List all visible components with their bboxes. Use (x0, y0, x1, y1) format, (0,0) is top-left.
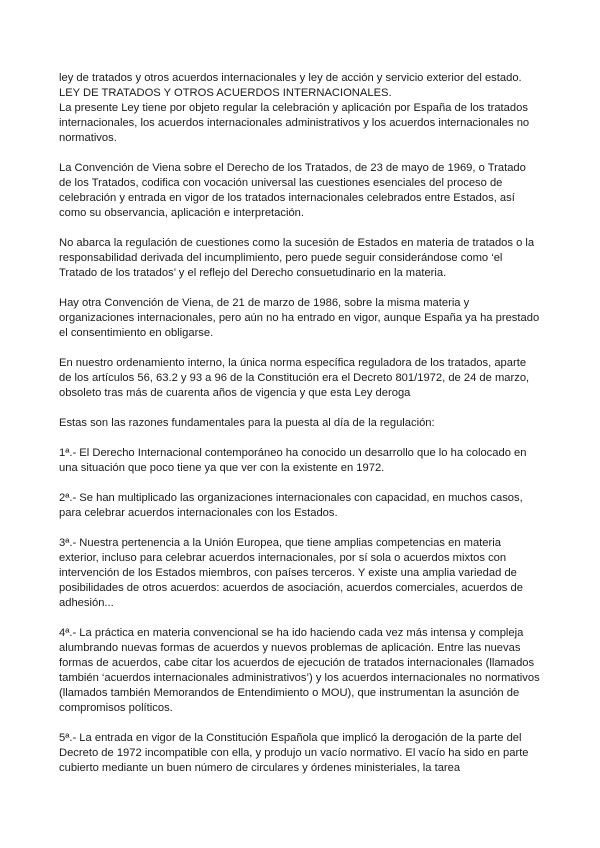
document-title: LEY DE TRATADOS Y OTROS ACUERDOS INTERNACIONALES. (59, 87, 392, 99)
list-item: 2ª.- Se han multiplicado las organizaciones internacionales con capacidad, en muchos casos, para celebrar acuerdos internacionales con los Estados. (59, 492, 523, 519)
paragraph: Estas son las razones fundamentales para la puesta al día de la regulación: (59, 417, 435, 429)
paragraph: No abarca la regulación de cuestiones como la sucesión de Estados en materia de tratados o la responsabilidad derivada del incumplimiento, pero puede seguir considerándose como ‘el Tratado de los tratados’ y el reflejo del Derecho consuetudinario en la materia. (59, 237, 535, 279)
paragraph: La Convención de Viena sobre el Derecho de los Tratados, de 23 de mayo de 1969, o Tratado de los Tratados, codifica con vocación universal las cuestiones esenciales del proceso de celebración y entrada en vigor de los tratados internacionales celebrados entre Estados, así como su observancia, aplicación e interpretación. (59, 162, 526, 219)
list-item: 4ª.- La práctica en materia convencional se ha ido haciendo cada vez más intensa y compleja alumbrando nuevas formas de acuerdos y nuevos problemas de aplicación. Entre las nuevas formas de acuerdos, cabe citar los acuerdos de ejecución de tratados internacionales (llamados también ‘acuerdos internacionales administrativos’) y los acuerdos internacionales no normativos (llamados también Memorandos de Entendimiento o MOU), que instrumentan la asunción de compromisos políticos. (59, 627, 540, 714)
document-body (59, 71, 541, 791)
list-item: 3ª.- Nuestra pertenencia a la Unión Europea, que tiene amplias competencias en materia exterior, incluso para celebrar acuerdos internacionales, por sí sola o acuerdos mixtos con intervención de los Estados miembros, con países terceros. Y existe una amplia variedad de posibilidades de otros acuerdos: acuerdos de asociación, acuerdos comerciales, acuerdos de adhesión... (59, 537, 523, 609)
paragraph: Hay otra Convención de Viena, de 21 de marzo de 1986, sobre la misma materia y organizaciones internacionales, pero aún no ha entrado en vigor, aunque España ya ha prestado el consentimiento en obligarse. (59, 297, 540, 339)
list-item: 1ª.- El Derecho Internacional contemporáneo ha conocido un desarrollo que lo ha colocado en una situación que poco tiene ya que ver con la existente en 1972. (59, 447, 527, 474)
paragraph: La presente Ley tiene por objeto regular la celebración y aplicación por España de los tratados internacionales, los acuerdos internacionales administrativos y los acuerdos internacionales no normativos. (59, 102, 530, 144)
list-item: 5ª.- La entrada en vigor de la Constitución Española que implicó la derogación de la parte del Decreto de 1972 incompatible con ella, y produjo un vacío normativo. El vacío ha sido en parte cubierto mediante un buen número de circulares y órdenes ministeriales, la tarea (59, 732, 529, 774)
paragraph: En nuestro ordenamiento interno, la única norma específica reguladora de los tratados, aparte de los artículos 56, 63.2 y 93 a 96 de la Constitución era el Decreto 801/1972, de 24 de marzo, obsoleto tras más de cuarenta años de vigencia y que esta Ley deroga (59, 357, 530, 399)
header-line: ley de tratados y otros acuerdos internacionales y ley de acción y servicio exterior del estado. (59, 72, 522, 84)
